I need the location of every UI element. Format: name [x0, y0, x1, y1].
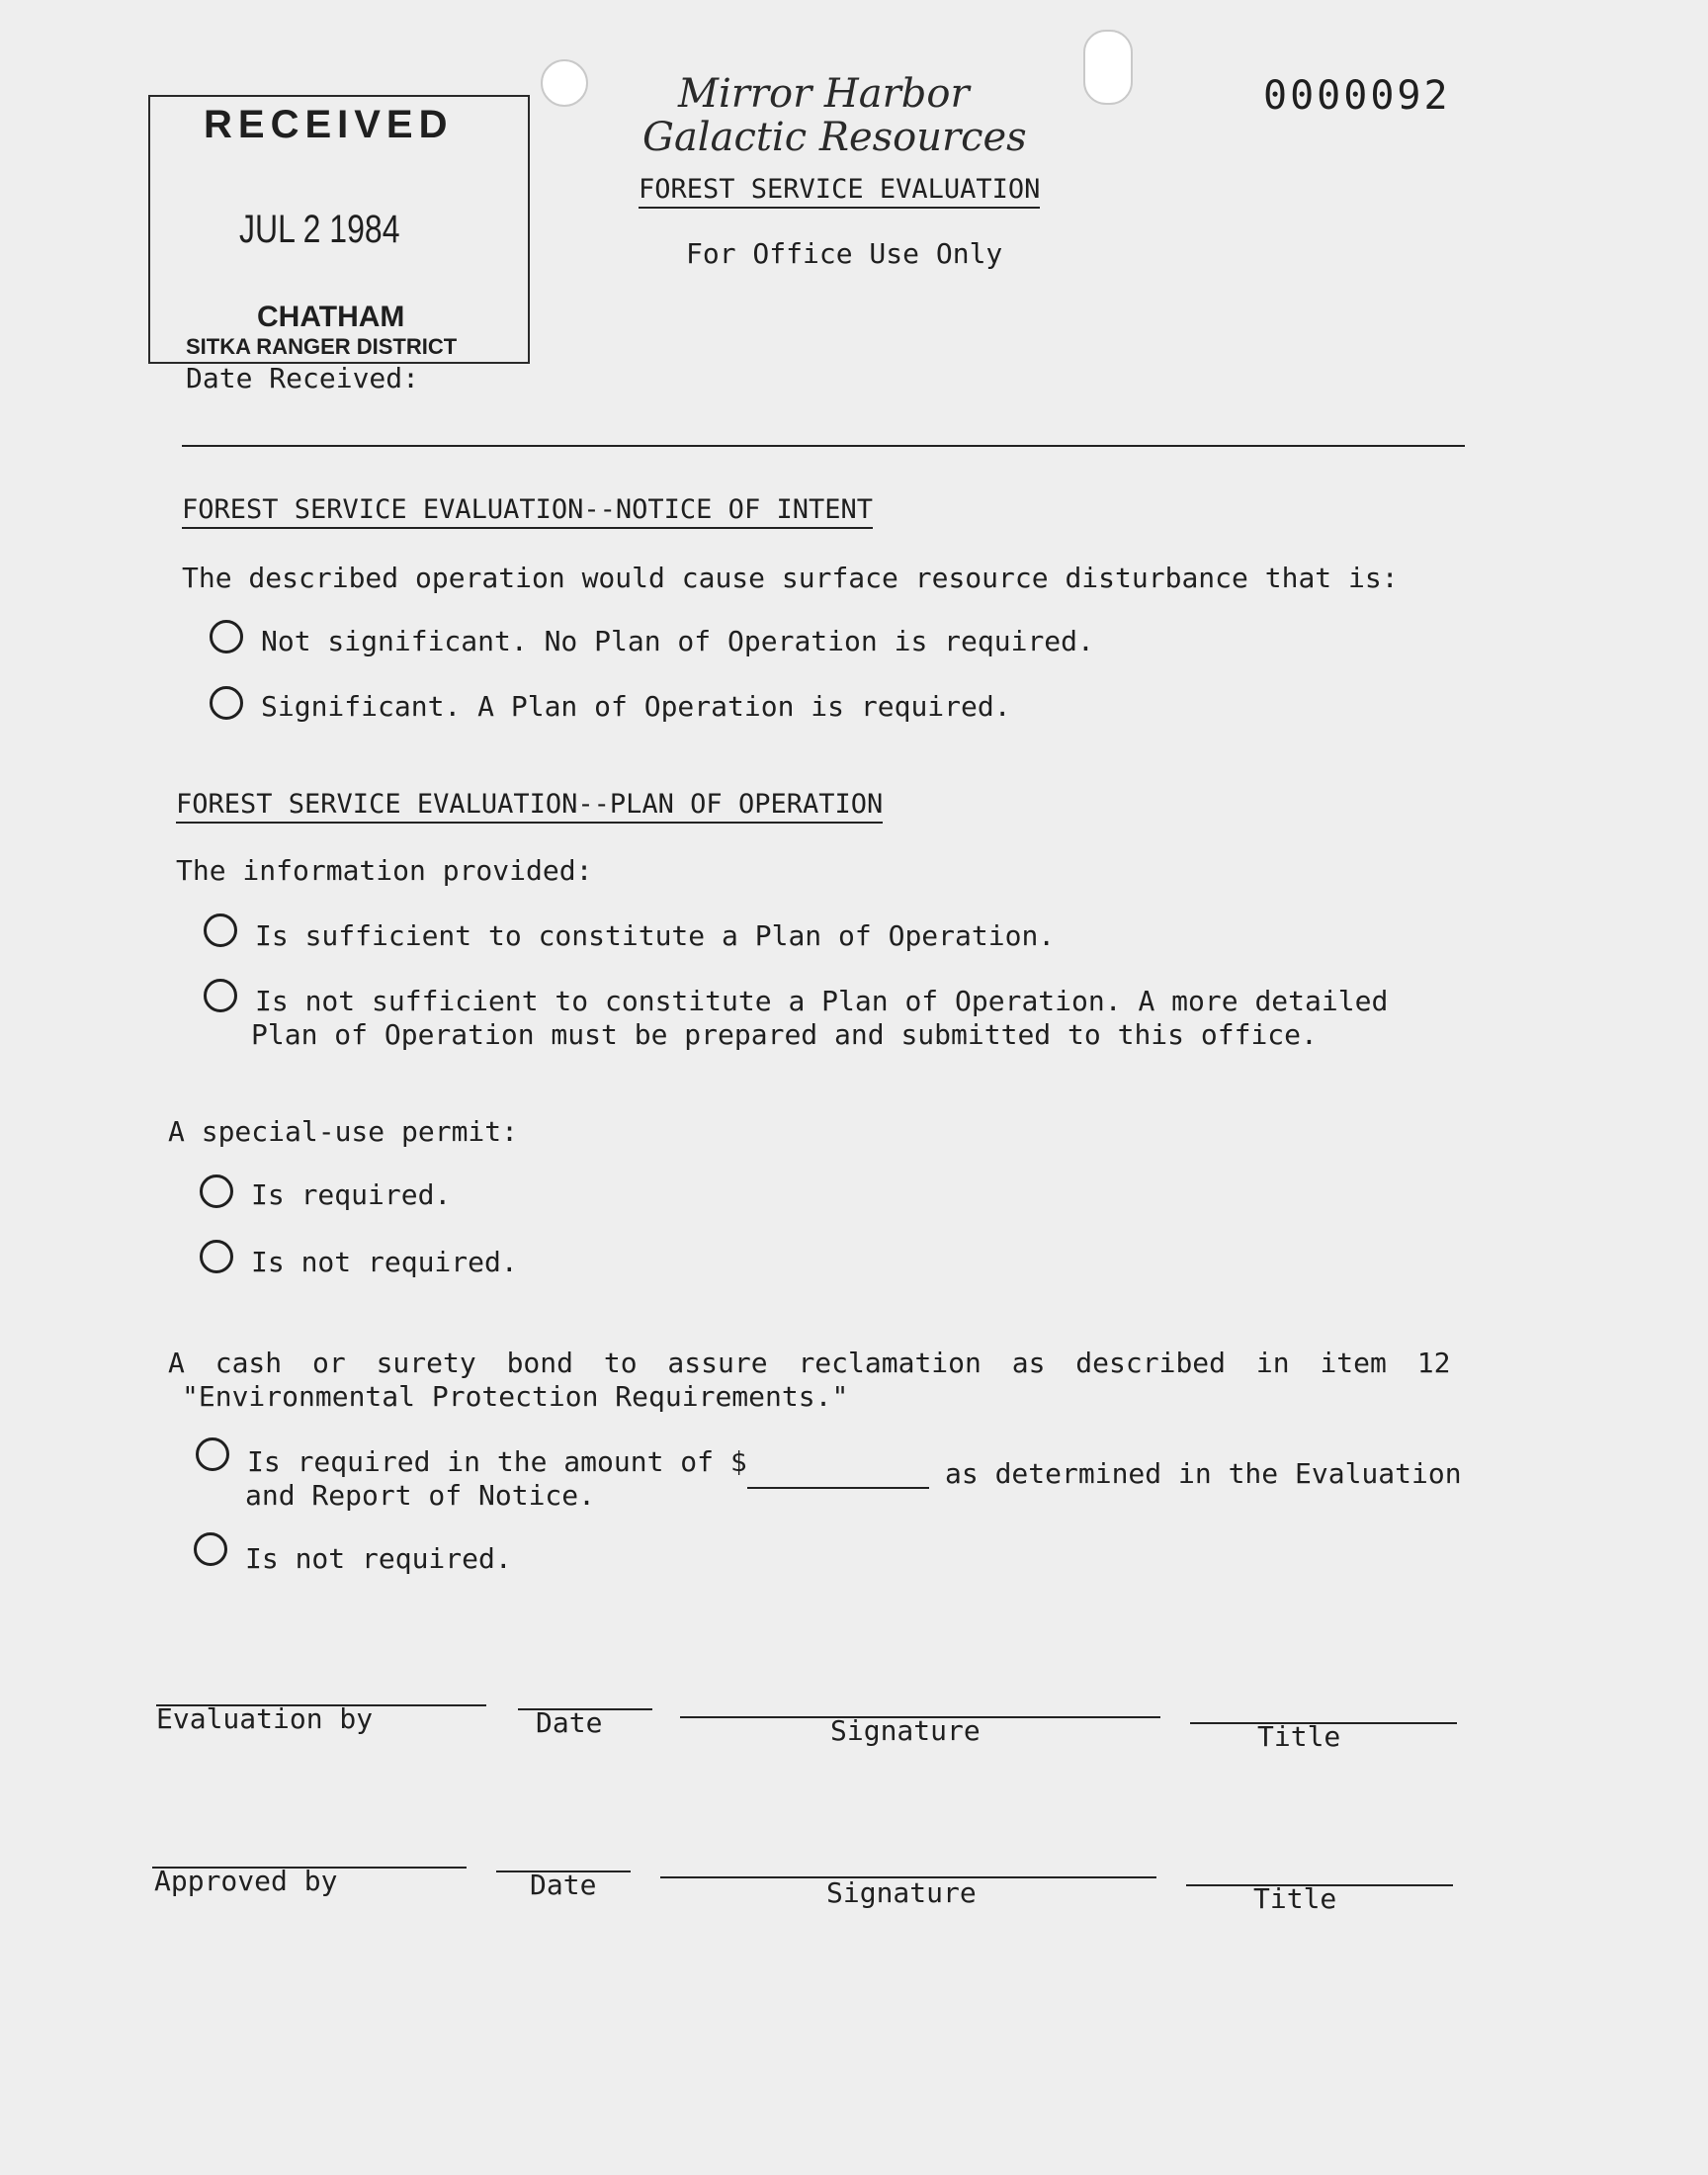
sufficient-label: Is sufficient to constitute a Plan of Operation.: [255, 919, 1056, 952]
bond-prompt-line-2: "Environmental Protection Requirements.": [182, 1380, 849, 1413]
document-number: 0000092: [1263, 73, 1451, 119]
stamp-received-text: RECEIVED: [204, 103, 454, 146]
not-sufficient-label-line-1: Is not sufficient to constitute a Plan of Operation. A more detailed: [255, 985, 1389, 1017]
significant-radio[interactable]: [210, 686, 243, 720]
approved-by-label: Approved by: [154, 1865, 338, 1897]
significant-label: Significant. A Plan of Operation is required.: [261, 690, 1011, 723]
approved-date-label: Date: [530, 1869, 597, 1901]
bond-required-suffix: as determined in the Evaluation: [945, 1457, 1462, 1490]
permit-not-required-radio[interactable]: [200, 1240, 233, 1273]
date-received-line[interactable]: [182, 445, 1465, 447]
not-significant-radio[interactable]: [210, 620, 243, 653]
office-use-note: For Office Use Only: [686, 237, 1003, 270]
received-stamp: [148, 95, 530, 364]
approved-title-label: Title: [1253, 1882, 1337, 1915]
punch-hole-right: [1083, 30, 1133, 105]
bond-amount-field[interactable]: [747, 1487, 929, 1489]
approved-signature-label: Signature: [826, 1876, 977, 1909]
bond-required-label-line-2: and Report of Notice.: [245, 1479, 596, 1512]
not-sufficient-label-line-2: Plan of Operation must be prepared and submitted to this office.: [251, 1018, 1318, 1051]
stamp-district: SITKA RANGER DISTRICT: [186, 334, 458, 359]
permit-required-label: Is required.: [251, 1178, 452, 1211]
notice-of-intent-heading: FOREST SERVICE EVALUATION--NOTICE OF INTENT: [182, 494, 873, 529]
page-title: FOREST SERVICE EVALUATION: [639, 174, 1040, 209]
evaluation-signature-label: Signature: [830, 1714, 981, 1747]
evaluation-date-label: Date: [536, 1706, 603, 1739]
sufficient-radio[interactable]: [204, 914, 237, 947]
evaluation-by-label: Evaluation by: [156, 1702, 374, 1735]
stamp-place: CHATHAM: [257, 301, 405, 333]
bond-required-label: Is required in the amount of $: [247, 1445, 747, 1478]
not-significant-label: Not significant. No Plan of Operation is required.: [261, 625, 1094, 657]
bond-required-radio[interactable]: [196, 1437, 229, 1471]
permit-required-radio[interactable]: [200, 1174, 233, 1208]
permit-not-required-label: Is not required.: [251, 1246, 518, 1278]
punch-hole-left: [541, 59, 588, 107]
stamp-date: JUL 2 1984: [239, 208, 400, 251]
plan-of-operation-heading: FOREST SERVICE EVALUATION--PLAN OF OPERATION: [176, 789, 883, 824]
special-use-permit-prompt: A special-use permit:: [168, 1115, 519, 1148]
evaluation-title-label: Title: [1257, 1720, 1341, 1753]
notice-of-intent-prompt: The described operation would cause surface resource disturbance that is:: [182, 562, 1399, 594]
bond-prompt-line-1: A cash or surety bond to assure reclamation as described in item 12: [168, 1347, 1451, 1379]
handwritten-line-2: Galactic Resources: [642, 115, 1027, 160]
bond-not-required-radio[interactable]: [194, 1532, 227, 1566]
not-sufficient-radio[interactable]: [204, 979, 237, 1012]
plan-of-operation-prompt: The information provided:: [176, 854, 593, 887]
bond-not-required-label: Is not required.: [245, 1542, 512, 1575]
handwritten-line-1: Mirror Harbor: [678, 71, 970, 117]
date-received-label: Date Received:: [186, 362, 420, 394]
